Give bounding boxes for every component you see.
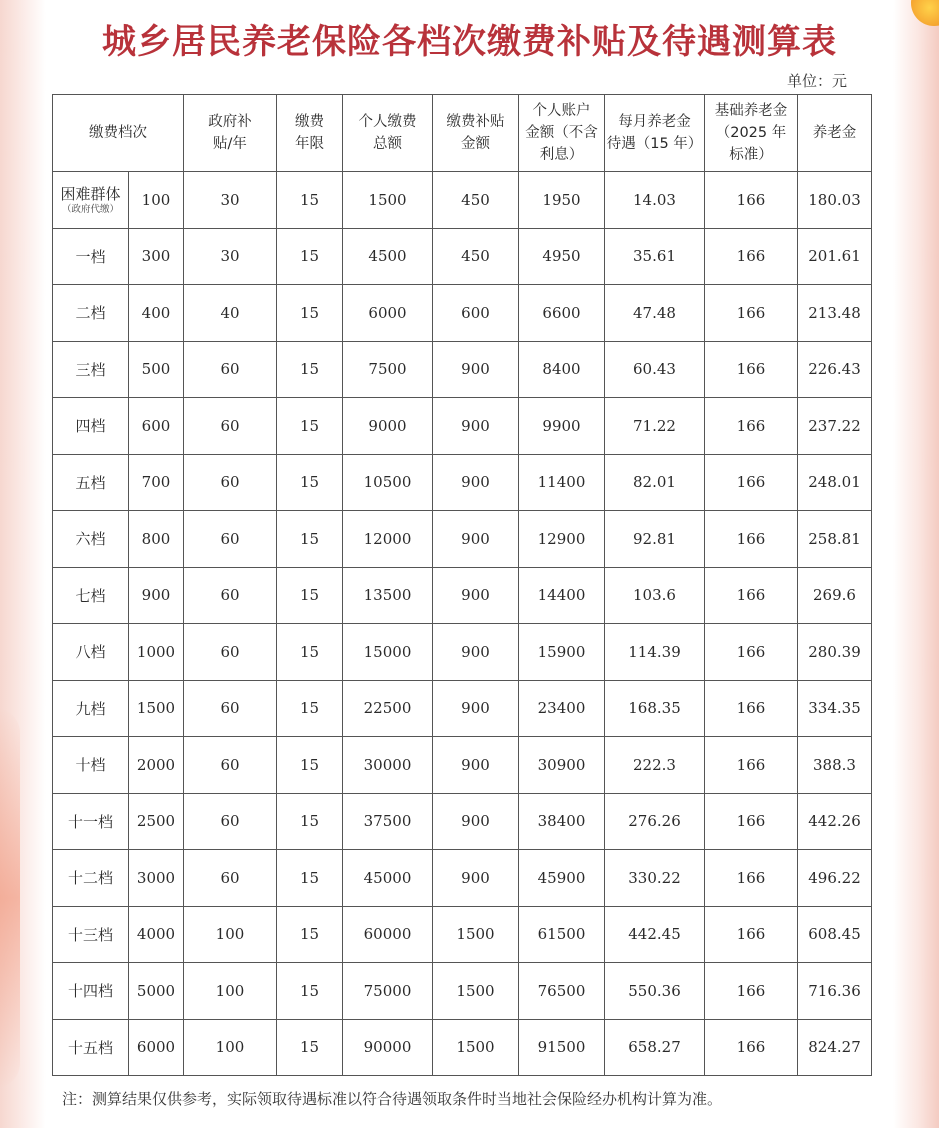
footnote: 注：测算结果仅供参考，实际领取待遇标准以符合待遇领取条件时当地社会保险经办机构计算为准。 xyxy=(62,1090,723,1108)
account-cell: 45900 xyxy=(519,850,605,907)
personal-total-cell: 15000 xyxy=(343,624,433,681)
personal-total-cell: 22500 xyxy=(343,680,433,737)
years-cell: 15 xyxy=(277,850,343,907)
table-row xyxy=(53,680,872,737)
header-gov-subsidy: 政府补 贴/年 xyxy=(184,95,277,172)
tier-amount: 4000 xyxy=(129,906,184,963)
personal-total-cell: 1500 xyxy=(343,172,433,229)
account-cell: 76500 xyxy=(519,963,605,1020)
account-cell: 91500 xyxy=(519,1019,605,1076)
table-row xyxy=(53,906,872,963)
pension-cell: 280.39 xyxy=(798,624,872,681)
basic-cell: 166 xyxy=(705,341,798,398)
tier-amount: 800 xyxy=(129,511,184,568)
pension-cell: 269.6 xyxy=(798,567,872,624)
gov-subsidy-cell: 60 xyxy=(184,341,277,398)
personal-total-cell: 60000 xyxy=(343,906,433,963)
tier-amount: 400 xyxy=(129,285,184,342)
subsidy-amount-cell: 900 xyxy=(433,567,519,624)
subsidy-amount-cell: 1500 xyxy=(433,963,519,1020)
gov-subsidy-cell: 60 xyxy=(184,793,277,850)
account-cell: 12900 xyxy=(519,511,605,568)
account-cell: 6600 xyxy=(519,285,605,342)
header-subsidy-amount: 缴费补贴 金额 xyxy=(433,95,519,172)
pension-cell: 180.03 xyxy=(798,172,872,229)
years-cell: 15 xyxy=(277,793,343,850)
tier-amount: 5000 xyxy=(129,963,184,1020)
tier-amount: 100 xyxy=(129,172,184,229)
account-cell: 15900 xyxy=(519,624,605,681)
pension-cell: 334.35 xyxy=(798,680,872,737)
basic-cell: 166 xyxy=(705,680,798,737)
personal-total-cell: 75000 xyxy=(343,963,433,1020)
pension-cell: 201.61 xyxy=(798,228,872,285)
tier-amount: 500 xyxy=(129,341,184,398)
subsidy-amount-cell: 1500 xyxy=(433,906,519,963)
personal-total-cell: 6000 xyxy=(343,285,433,342)
personal-total-cell: 7500 xyxy=(343,341,433,398)
years-cell: 15 xyxy=(277,398,343,455)
monthly-cell: 442.45 xyxy=(605,906,705,963)
unit-label: 单位：元 xyxy=(786,72,847,90)
pension-cell: 248.01 xyxy=(798,454,872,511)
monthly-cell: 92.81 xyxy=(605,511,705,568)
tier-amount: 600 xyxy=(129,398,184,455)
account-cell: 11400 xyxy=(519,454,605,511)
account-cell: 30900 xyxy=(519,737,605,794)
tier-amount: 1000 xyxy=(129,624,184,681)
personal-total-cell: 30000 xyxy=(343,737,433,794)
tier-name: 八档 xyxy=(53,624,129,681)
account-cell: 61500 xyxy=(519,906,605,963)
gov-subsidy-cell: 100 xyxy=(184,1019,277,1076)
personal-total-cell: 90000 xyxy=(343,1019,433,1076)
years-cell: 15 xyxy=(277,1019,343,1076)
header-tier: 缴费档次 xyxy=(53,95,184,172)
pension-cell: 608.45 xyxy=(798,906,872,963)
tier-amount: 6000 xyxy=(129,1019,184,1076)
monthly-cell: 550.36 xyxy=(605,963,705,1020)
personal-total-cell: 9000 xyxy=(343,398,433,455)
tier-amount: 300 xyxy=(129,228,184,285)
monthly-cell: 114.39 xyxy=(605,624,705,681)
tier-name: 十档 xyxy=(53,737,129,794)
personal-total-cell: 4500 xyxy=(343,228,433,285)
pension-cell: 716.36 xyxy=(798,963,872,1020)
monthly-cell: 60.43 xyxy=(605,341,705,398)
tier-amount: 700 xyxy=(129,454,184,511)
tier-name: 十三档 xyxy=(53,906,129,963)
basic-cell: 166 xyxy=(705,793,798,850)
table-row xyxy=(53,341,872,398)
table-row xyxy=(53,737,872,794)
tier-name: 十一档 xyxy=(53,793,129,850)
gov-subsidy-cell: 60 xyxy=(184,737,277,794)
table-row xyxy=(53,1019,872,1076)
basic-cell: 166 xyxy=(705,737,798,794)
years-cell: 15 xyxy=(277,906,343,963)
subsidy-amount-cell: 450 xyxy=(433,228,519,285)
gov-subsidy-cell: 60 xyxy=(184,624,277,681)
personal-total-cell: 13500 xyxy=(343,567,433,624)
tier-name: 五档 xyxy=(53,454,129,511)
tier-amount: 2000 xyxy=(129,737,184,794)
gov-subsidy-cell: 30 xyxy=(184,172,277,229)
gov-subsidy-cell: 100 xyxy=(184,906,277,963)
tier-name: 十四档 xyxy=(53,963,129,1020)
subsidy-amount-cell: 450 xyxy=(433,172,519,229)
table-row xyxy=(53,963,872,1020)
header-account: 个人账户 金额（不含 利息） xyxy=(519,95,605,172)
gov-subsidy-cell: 40 xyxy=(184,285,277,342)
table-row xyxy=(53,567,872,624)
years-cell: 15 xyxy=(277,341,343,398)
subsidy-amount-cell: 900 xyxy=(433,511,519,568)
tier-note: （政府代缴） xyxy=(61,203,119,215)
subsidy-amount-cell: 900 xyxy=(433,398,519,455)
basic-cell: 166 xyxy=(705,454,798,511)
tier-name: 困难群体 xyxy=(60,184,121,203)
side-decoration xyxy=(0,708,20,1088)
pension-cell: 442.26 xyxy=(798,793,872,850)
tier-name: 七档 xyxy=(53,567,129,624)
subsidy-amount-cell: 900 xyxy=(433,680,519,737)
tier-name-cell xyxy=(53,172,129,229)
subsidy-amount-cell: 1500 xyxy=(433,1019,519,1076)
pension-table xyxy=(52,94,872,1076)
tier-name: 六档 xyxy=(53,511,129,568)
header-years: 缴费 年限 xyxy=(277,95,343,172)
header-row xyxy=(53,95,872,172)
subsidy-amount-cell: 900 xyxy=(433,341,519,398)
table-row xyxy=(53,172,872,229)
tier-amount: 900 xyxy=(129,567,184,624)
basic-cell: 166 xyxy=(705,285,798,342)
tier-name: 四档 xyxy=(53,398,129,455)
table-row xyxy=(53,624,872,681)
account-cell: 9900 xyxy=(519,398,605,455)
table-row xyxy=(53,850,872,907)
gov-subsidy-cell: 60 xyxy=(184,398,277,455)
personal-total-cell: 10500 xyxy=(343,454,433,511)
pension-cell: 258.81 xyxy=(798,511,872,568)
basic-cell: 166 xyxy=(705,850,798,907)
monthly-cell: 222.3 xyxy=(605,737,705,794)
basic-cell: 166 xyxy=(705,398,798,455)
monthly-cell: 71.22 xyxy=(605,398,705,455)
table-row xyxy=(53,793,872,850)
monthly-cell: 82.01 xyxy=(605,454,705,511)
table-row xyxy=(53,398,872,455)
account-cell: 4950 xyxy=(519,228,605,285)
account-cell: 23400 xyxy=(519,680,605,737)
account-cell: 38400 xyxy=(519,793,605,850)
years-cell: 15 xyxy=(277,511,343,568)
years-cell: 15 xyxy=(277,680,343,737)
monthly-cell: 35.61 xyxy=(605,228,705,285)
gov-subsidy-cell: 60 xyxy=(184,680,277,737)
monthly-cell: 14.03 xyxy=(605,172,705,229)
basic-cell: 166 xyxy=(705,1019,798,1076)
subsidy-amount-cell: 900 xyxy=(433,454,519,511)
subsidy-amount-cell: 900 xyxy=(433,737,519,794)
table-row xyxy=(53,511,872,568)
monthly-cell: 47.48 xyxy=(605,285,705,342)
header-basic: 基础养老金 （2025 年 标准） xyxy=(705,95,798,172)
years-cell: 15 xyxy=(277,963,343,1020)
subsidy-amount-cell: 600 xyxy=(433,285,519,342)
personal-total-cell: 37500 xyxy=(343,793,433,850)
pension-cell: 237.22 xyxy=(798,398,872,455)
years-cell: 15 xyxy=(277,567,343,624)
tier-amount: 1500 xyxy=(129,680,184,737)
years-cell: 15 xyxy=(277,285,343,342)
years-cell: 15 xyxy=(277,172,343,229)
tier-name: 二档 xyxy=(53,285,129,342)
table-row xyxy=(53,285,872,342)
table-row xyxy=(53,454,872,511)
basic-cell: 166 xyxy=(705,906,798,963)
table-row xyxy=(53,228,872,285)
years-cell: 15 xyxy=(277,737,343,794)
monthly-cell: 276.26 xyxy=(605,793,705,850)
years-cell: 15 xyxy=(277,624,343,681)
header-personal-total: 个人缴费 总额 xyxy=(343,95,433,172)
years-cell: 15 xyxy=(277,228,343,285)
pension-cell: 226.43 xyxy=(798,341,872,398)
tier-name: 十二档 xyxy=(53,850,129,907)
subsidy-amount-cell: 900 xyxy=(433,624,519,681)
personal-total-cell: 12000 xyxy=(343,511,433,568)
tier-name: 三档 xyxy=(53,341,129,398)
subsidy-amount-cell: 900 xyxy=(433,850,519,907)
header-pension: 养老金 xyxy=(798,95,872,172)
tier-name: 九档 xyxy=(53,680,129,737)
basic-cell: 166 xyxy=(705,567,798,624)
pension-cell: 496.22 xyxy=(798,850,872,907)
tier-name: 十五档 xyxy=(53,1019,129,1076)
account-cell: 1950 xyxy=(519,172,605,229)
account-cell: 14400 xyxy=(519,567,605,624)
monthly-cell: 330.22 xyxy=(605,850,705,907)
pension-cell: 213.48 xyxy=(798,285,872,342)
page-title: 城乡居民养老保险各档次缴费补贴及待遇测算表 xyxy=(102,22,837,62)
gov-subsidy-cell: 60 xyxy=(184,567,277,624)
basic-cell: 166 xyxy=(705,963,798,1020)
header-monthly: 每月养老金 待遇（15 年） xyxy=(605,95,705,172)
gov-subsidy-cell: 30 xyxy=(184,228,277,285)
gov-subsidy-cell: 60 xyxy=(184,511,277,568)
subsidy-amount-cell: 900 xyxy=(433,793,519,850)
tier-name: 一档 xyxy=(53,228,129,285)
basic-cell: 166 xyxy=(705,228,798,285)
basic-cell: 166 xyxy=(705,172,798,229)
pension-cell: 388.3 xyxy=(798,737,872,794)
monthly-cell: 658.27 xyxy=(605,1019,705,1076)
tier-amount: 2500 xyxy=(129,793,184,850)
monthly-cell: 168.35 xyxy=(605,680,705,737)
gov-subsidy-cell: 60 xyxy=(184,850,277,907)
gov-subsidy-cell: 100 xyxy=(184,963,277,1020)
personal-total-cell: 45000 xyxy=(343,850,433,907)
gov-subsidy-cell: 60 xyxy=(184,454,277,511)
tier-amount: 3000 xyxy=(129,850,184,907)
years-cell: 15 xyxy=(277,454,343,511)
monthly-cell: 103.6 xyxy=(605,567,705,624)
basic-cell: 166 xyxy=(705,624,798,681)
pension-cell: 824.27 xyxy=(798,1019,872,1076)
account-cell: 8400 xyxy=(519,341,605,398)
basic-cell: 166 xyxy=(705,511,798,568)
